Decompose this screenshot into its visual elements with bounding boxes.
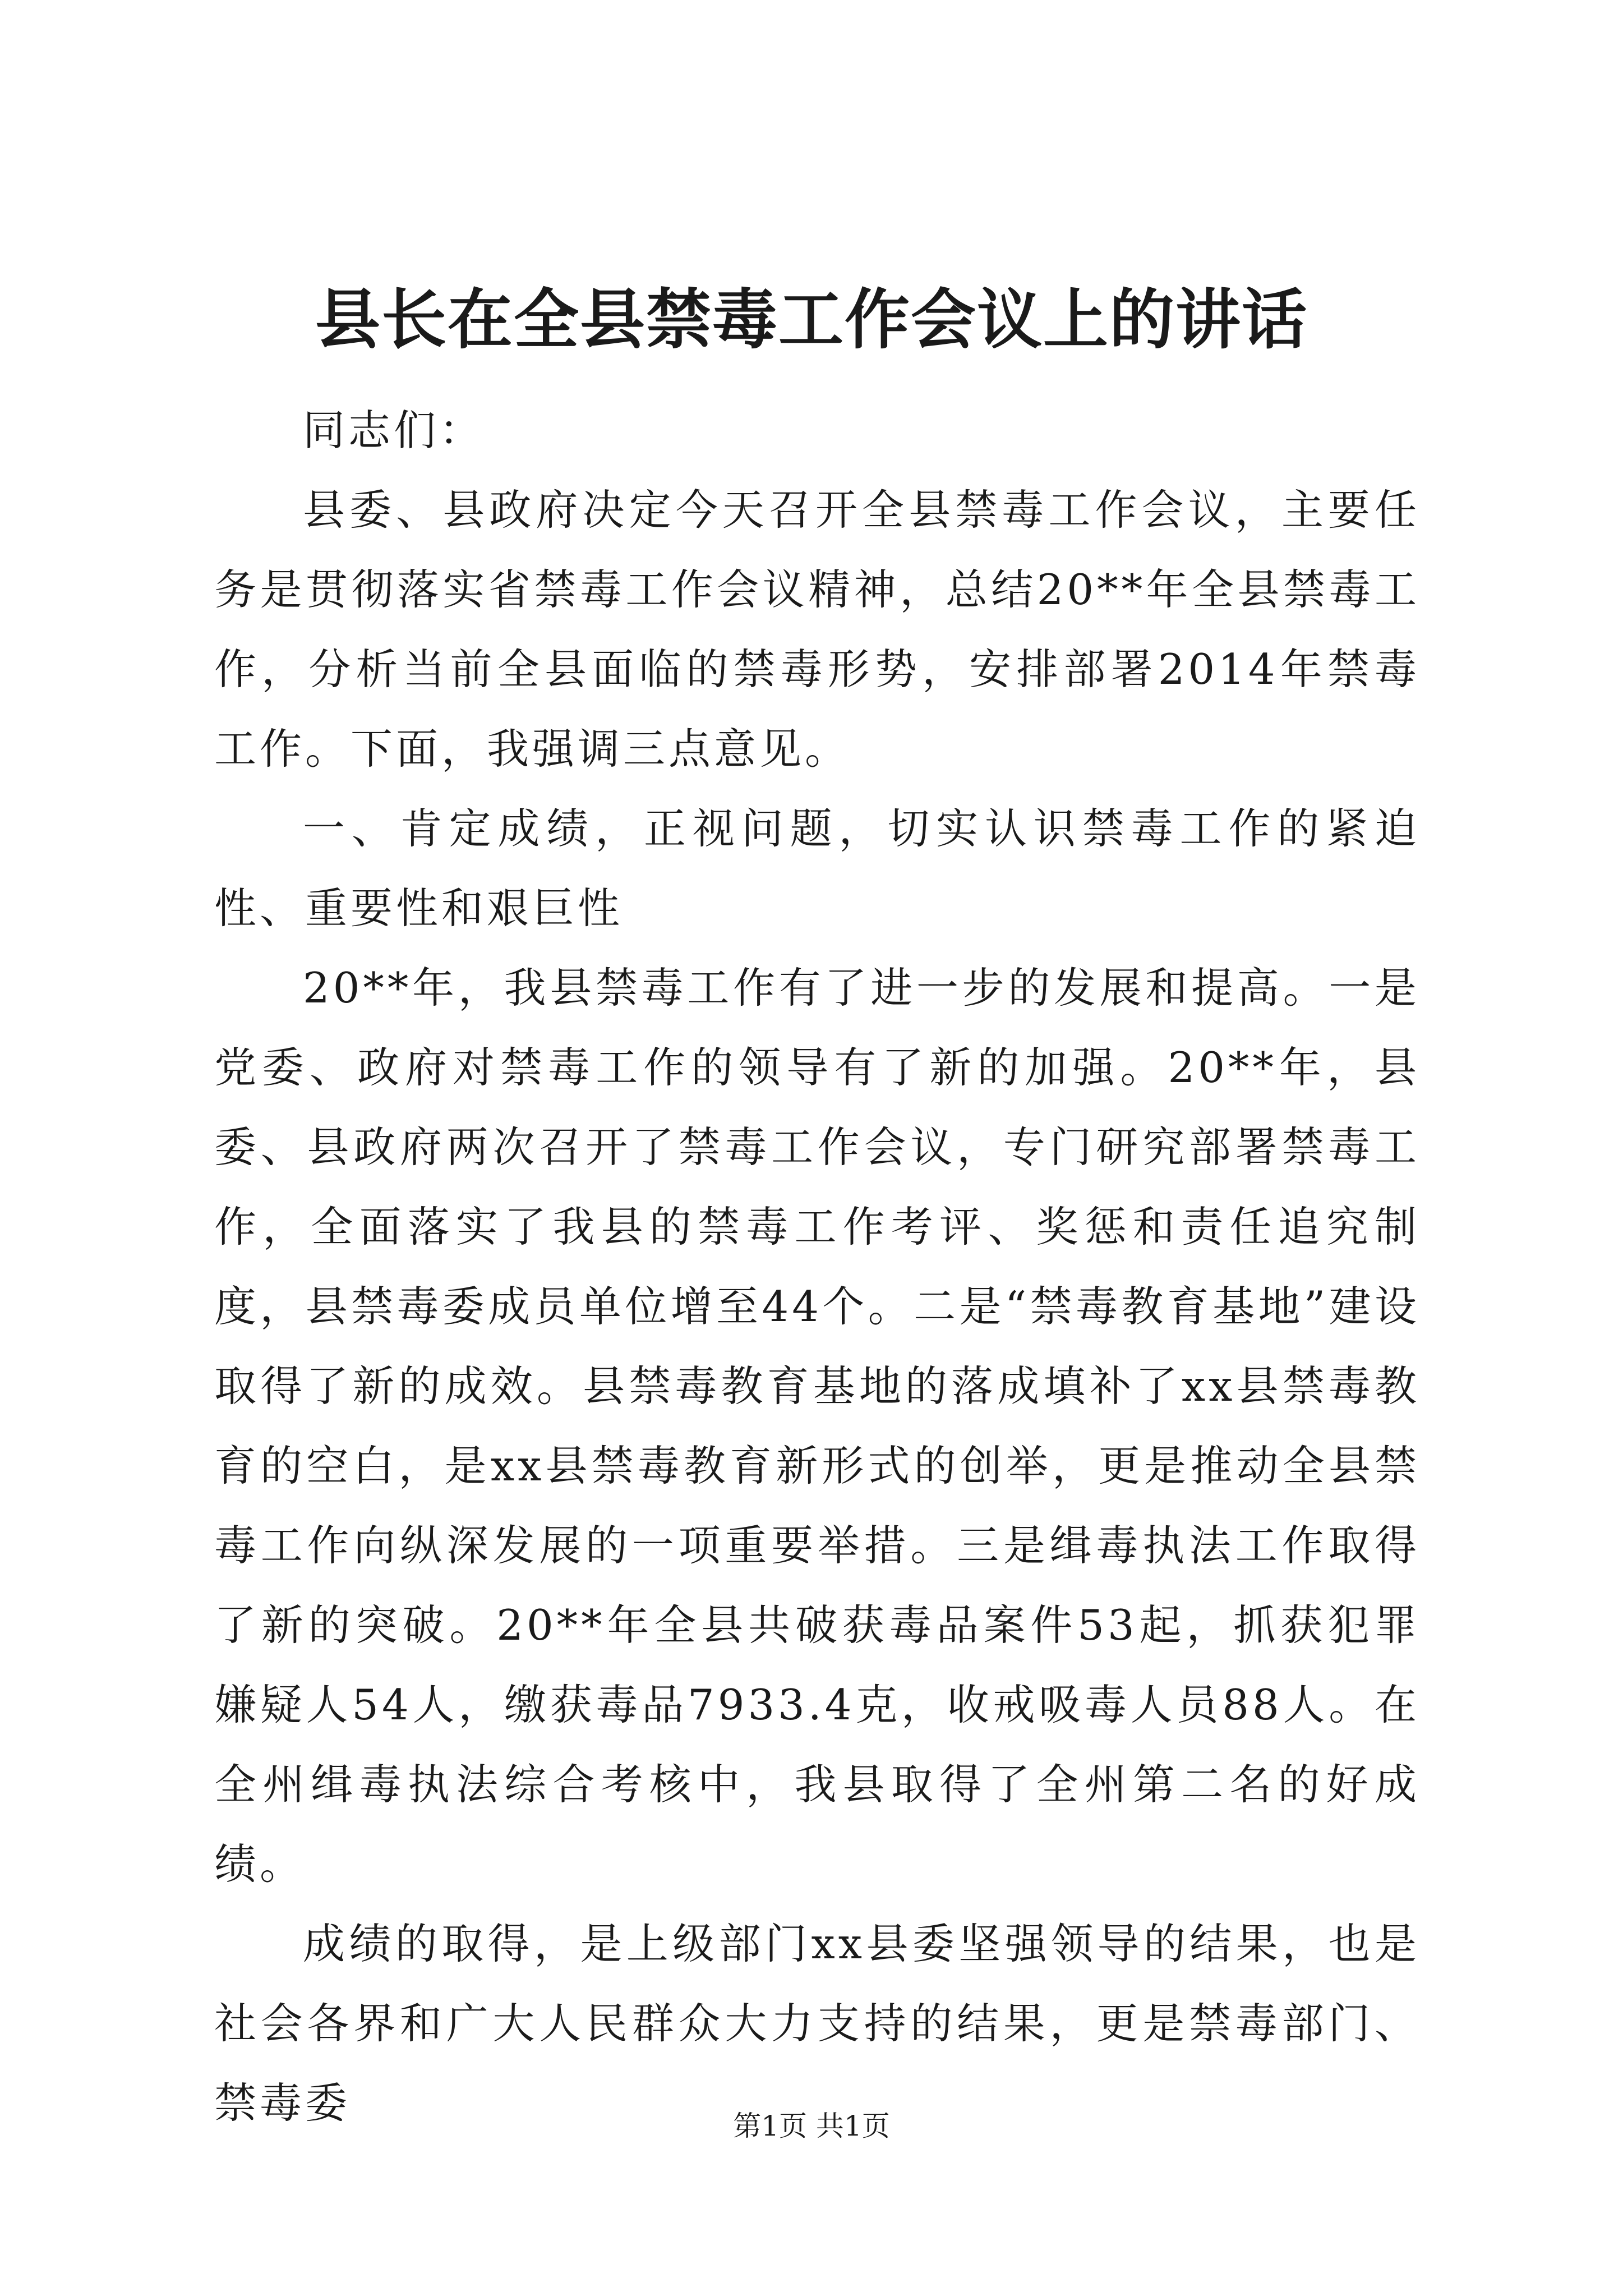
achievements-paragraph: 20**年，我县禁毒工作有了进一步的发展和提高。一是党委、政府对禁毒工作的领导有了新的加强。20**年，县委、县政府两次召开了禁毒工作会议，专门研究部署禁毒工作，全面落实了我县的禁毒工作考评、奖惩和责任追究制度，县禁毒委成员单位增至44个。二是“禁毒教育基地”建设取得了新的成效。县禁毒教育基地的落成填补了xx县禁毒教育的空白，是xx县禁毒教育新形式的创举，更是推动全县禁毒工作向纵深发展的一项重要举措。三是缉毒执法工作取得了新的突破。20**年全县共破获毒品案件53起，抓获犯罪嫌疑人54人，缴获毒品7933.4克，收戒吸毒人员88人。在全州缉毒执法综合考核中，我县取得了全州第二名的好成绩。 bbox=[214, 963, 1420, 1889]
document-body bbox=[214, 390, 1420, 2143]
intro-paragraph: 县委、县政府决定今天召开全县禁毒工作会议，主要任务是贯彻落实省禁毒工作会议精神，总结20**年全县禁毒工作，分析当前全县面临的禁毒形势，安排部署2014年禁毒工作。下面，我强调三点意见。 bbox=[214, 485, 1420, 774]
document-title: 县长在全县禁毒工作会议上的讲话 bbox=[315, 282, 1308, 358]
credits-paragraph: 成绩的取得，是上级部门xx县委坚强领导的结果，也是社会各界和广大人民群众大力支持的结果，更是禁毒部门、禁毒委 bbox=[214, 1919, 1420, 2128]
page-number-footer: 第1页 共1页 bbox=[733, 2110, 890, 2142]
section-heading-one: 一、肯定成绩，正视问题，切实认识禁毒工作的紧迫性、重要性和艰巨性 bbox=[214, 804, 1420, 933]
salutation-paragraph: 同志们： bbox=[303, 406, 485, 455]
